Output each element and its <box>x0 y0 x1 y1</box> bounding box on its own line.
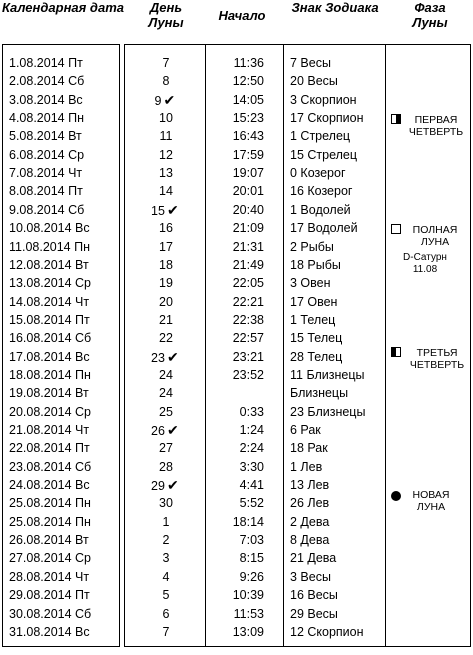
third-quarter-label: ТРЕТЬЯ ЧЕТВЕРТЬ <box>409 347 465 371</box>
row-moon-day <box>126 422 206 439</box>
row-moon-day <box>126 147 206 164</box>
moon-day-number: 6 <box>162 607 170 621</box>
row-start-time: 3:30 <box>239 460 264 474</box>
row-date: 31.08.2014 Вс <box>9 625 90 639</box>
row-zodiac-sign: Близнецы <box>290 386 349 400</box>
row-date: 30.08.2014 Сб <box>9 607 92 621</box>
row-moon-day <box>126 275 206 292</box>
row-moon-day <box>126 128 206 145</box>
row-zodiac-sign: 29 Весы <box>290 607 338 621</box>
row-zodiac-sign: 18 Рак <box>290 441 328 455</box>
row-moon-day <box>126 330 206 347</box>
moon-day-number: 13 <box>159 166 173 180</box>
checkmark-icon: ✔ <box>166 477 179 493</box>
row-start-time: 11:36 <box>233 56 264 70</box>
row-moon-day <box>126 73 206 90</box>
row-moon-day <box>126 459 206 476</box>
row-date: 28.08.2014 Чт <box>9 570 90 584</box>
moon-day-number: 9 <box>154 94 162 108</box>
checkmark-icon: ✔ <box>163 92 176 108</box>
row-zodiac-sign: 17 Водолей <box>290 221 358 235</box>
row-date: 17.08.2014 Вс <box>9 350 90 364</box>
row-moon-day <box>126 257 206 274</box>
row-zodiac-sign: 1 Телец <box>290 313 336 327</box>
full-moon-icon <box>391 224 401 234</box>
moon-day-number: 7 <box>162 56 170 70</box>
row-moon-day <box>126 404 206 421</box>
row-start-time: 23:21 <box>232 350 264 364</box>
row-zodiac-sign: 1 Водолей <box>290 203 351 217</box>
row-date: 1.08.2014 Пт <box>9 56 83 70</box>
first-quarter-icon <box>391 114 401 124</box>
row-start-time: 15:23 <box>232 111 264 125</box>
row-moon-day <box>126 514 206 531</box>
row-zodiac-sign: 8 Дева <box>290 533 330 547</box>
header-start: Начало <box>218 8 266 23</box>
row-start-time: 1:24 <box>239 423 264 437</box>
row-start-time: 22:57 <box>232 331 264 345</box>
row-start-time: 22:21 <box>232 295 264 309</box>
row-date: 14.08.2014 Чт <box>9 295 90 309</box>
header-zodiac: Знак Зодиака <box>291 0 379 15</box>
checkmark-icon: ✔ <box>166 422 179 438</box>
row-start-time: 5:52 <box>239 496 264 510</box>
new-moon-icon <box>391 491 401 501</box>
row-date: 27.08.2014 Ср <box>9 551 92 565</box>
row-zodiac-sign: 15 Телец <box>290 331 343 345</box>
row-moon-day <box>126 92 206 109</box>
row-date: 25.08.2014 Пн <box>9 515 91 529</box>
moon-day-number: 10 <box>159 111 173 125</box>
row-date: 6.08.2014 Ср <box>9 148 85 162</box>
row-moon-day <box>126 532 206 549</box>
row-date: 2.08.2014 Сб <box>9 74 85 88</box>
row-moon-day <box>126 477 206 494</box>
row-zodiac-sign: 1 Стрелец <box>290 129 351 143</box>
row-zodiac-sign: 17 Скорпион <box>290 111 364 125</box>
row-zodiac-sign: 3 Овен <box>290 276 331 290</box>
row-moon-day <box>126 349 206 366</box>
moon-day-number: 2 <box>162 533 170 547</box>
row-date: 19.08.2014 Вт <box>9 386 89 400</box>
row-start-time: 2:24 <box>239 441 264 455</box>
row-start-time: 0:33 <box>239 405 264 419</box>
moon-day-number: 18 <box>159 258 173 272</box>
row-date: 24.08.2014 Вс <box>9 478 90 492</box>
row-date: 23.08.2014 Сб <box>9 460 92 474</box>
row-moon-day <box>126 55 206 72</box>
row-start-time: 4:41 <box>239 478 264 492</box>
row-date: 25.08.2014 Пн <box>9 496 91 510</box>
row-zodiac-sign: 3 Скорпион <box>290 93 357 107</box>
row-moon-day <box>126 495 206 512</box>
moon-day-number: 28 <box>159 460 173 474</box>
moon-day-number: 26 <box>151 424 165 438</box>
row-start-time: 21:09 <box>232 221 264 235</box>
row-date: 21.08.2014 Чт <box>9 423 90 437</box>
row-date: 15.08.2014 Пт <box>9 313 90 327</box>
row-start-time: 16:43 <box>232 129 264 143</box>
row-start-time: 20:40 <box>232 203 264 217</box>
row-moon-day <box>126 606 206 623</box>
row-zodiac-sign: 1 Лев <box>290 460 323 474</box>
moon-day-number: 25 <box>159 405 173 419</box>
row-zodiac-sign: 16 Весы <box>290 588 338 602</box>
row-date: 11.08.2014 Пн <box>9 240 90 254</box>
row-moon-day <box>126 110 206 127</box>
row-start-time: 21:49 <box>232 258 264 272</box>
header-phase: Фаза Луны <box>412 0 448 30</box>
moon-day-number: 21 <box>159 313 173 327</box>
moon-day-number: 8 <box>162 74 170 88</box>
row-moon-day <box>126 550 206 567</box>
full-moon-note: D-Сатурн 11.08 <box>403 252 447 275</box>
row-zodiac-sign: 2 Дева <box>290 515 330 529</box>
row-date: 4.08.2014 Пн <box>9 111 84 125</box>
row-start-time: 21:31 <box>232 240 264 254</box>
row-zodiac-sign: 0 Козерог <box>290 166 346 180</box>
row-zodiac-sign: 15 Стрелец <box>290 148 358 162</box>
header-date: Календарная дата <box>2 0 124 15</box>
checkmark-icon: ✔ <box>166 202 179 218</box>
moon-day-number: 27 <box>159 441 173 455</box>
row-zodiac-sign: 2 Рыбы <box>290 240 334 254</box>
row-start-time: 20:01 <box>232 184 264 198</box>
row-moon-day <box>126 294 206 311</box>
row-zodiac-sign: 20 Весы <box>290 74 338 88</box>
row-zodiac-sign: 21 Дева <box>290 551 337 565</box>
row-date: 26.08.2014 Вт <box>9 533 89 547</box>
row-moon-day <box>126 367 206 384</box>
row-start-time: 18:14 <box>232 515 264 529</box>
row-moon-day <box>126 165 206 182</box>
new-moon-label: НОВАЯ ЛУНА <box>412 489 450 513</box>
row-zodiac-sign: 6 Рак <box>290 423 321 437</box>
row-start-time <box>210 385 264 402</box>
row-date: 22.08.2014 Пт <box>9 441 90 455</box>
row-moon-day <box>126 440 206 457</box>
row-moon-day <box>126 239 206 256</box>
row-date: 5.08.2014 Вт <box>9 129 82 143</box>
moon-day-number: 1 <box>162 515 170 529</box>
row-zodiac-sign: 3 Весы <box>290 570 331 584</box>
full-moon-label: ПОЛНАЯ ЛУНА <box>412 224 458 248</box>
row-date: 10.08.2014 Вс <box>9 221 90 235</box>
checkmark-icon: ✔ <box>166 349 179 365</box>
moon-day-number: 12 <box>159 148 173 162</box>
moon-day-number: 29 <box>151 479 165 493</box>
row-start-time: 17:59 <box>232 148 264 162</box>
moon-day-number: 15 <box>151 204 165 218</box>
row-moon-day <box>126 183 206 200</box>
moon-day-number: 20 <box>159 295 173 309</box>
row-zodiac-sign: 18 Рыбы <box>290 258 341 272</box>
row-start-time: 12:50 <box>232 74 264 88</box>
row-moon-day <box>126 385 206 402</box>
row-date: 16.08.2014 Сб <box>9 331 92 345</box>
row-zodiac-sign: 26 Лев <box>290 496 330 510</box>
moon-day-number: 22 <box>159 331 173 345</box>
row-date: 20.08.2014 Ср <box>9 405 92 419</box>
row-start-time: 8:15 <box>239 551 264 565</box>
row-moon-day <box>126 624 206 641</box>
row-moon-day <box>126 569 206 586</box>
row-zodiac-sign: 28 Телец <box>290 350 343 364</box>
moon-day-number: 17 <box>159 240 173 254</box>
moon-day-number: 11 <box>159 129 173 143</box>
row-date: 18.08.2014 Пн <box>9 368 91 382</box>
moon-day-number: 4 <box>162 570 170 584</box>
row-date: 12.08.2014 Вт <box>9 258 89 272</box>
moon-day-number: 24 <box>159 386 173 400</box>
row-zodiac-sign: 23 Близнецы <box>290 405 366 419</box>
row-start-time: 22:38 <box>232 313 264 327</box>
moon-day-number: 24 <box>159 368 173 382</box>
row-start-time: 10:39 <box>232 588 264 602</box>
moon-day-number: 30 <box>159 496 173 510</box>
row-start-time: 23:52 <box>232 368 264 382</box>
row-start-time: 13:09 <box>232 625 264 639</box>
row-zodiac-sign: 11 Близнецы <box>290 368 365 382</box>
row-start-time: 14:05 <box>232 93 264 107</box>
row-zodiac-sign: 17 Овен <box>290 295 338 309</box>
row-moon-day <box>126 312 206 329</box>
row-date: 29.08.2014 Пт <box>9 588 90 602</box>
row-date: 9.08.2014 Сб <box>9 203 85 217</box>
third-quarter-icon <box>391 347 401 357</box>
row-start-time: 22:05 <box>232 276 264 290</box>
moon-day-number: 16 <box>159 221 173 235</box>
row-zodiac-sign: 16 Козерог <box>290 184 353 198</box>
moon-day-number: 3 <box>162 551 170 565</box>
row-start-time: 7:03 <box>239 533 264 547</box>
moon-day-number: 23 <box>151 351 165 365</box>
row-moon-day <box>126 587 206 604</box>
moon-day-number: 19 <box>159 276 173 290</box>
row-zodiac-sign: 12 Скорпион <box>290 625 364 639</box>
row-start-time: 11:53 <box>233 607 264 621</box>
row-zodiac-sign: 7 Весы <box>290 56 331 70</box>
row-moon-day <box>126 202 206 219</box>
header-moon-day: День Луны <box>148 0 184 30</box>
row-date: 7.08.2014 Чт <box>9 166 83 180</box>
moon-day-number: 5 <box>162 588 170 602</box>
row-date: 3.08.2014 Вс <box>9 93 83 107</box>
row-date: 8.08.2014 Пт <box>9 184 83 198</box>
row-zodiac-sign: 13 Лев <box>290 478 330 492</box>
moon-day-number: 7 <box>162 625 170 639</box>
row-start-time: 19:07 <box>232 166 264 180</box>
moon-day-number: 14 <box>159 184 173 198</box>
row-start-time: 9:26 <box>239 570 264 584</box>
row-moon-day <box>126 220 206 237</box>
first-quarter-label: ПЕРВАЯ ЧЕТВЕРТЬ <box>408 114 464 138</box>
row-date: 13.08.2014 Ср <box>9 276 92 290</box>
